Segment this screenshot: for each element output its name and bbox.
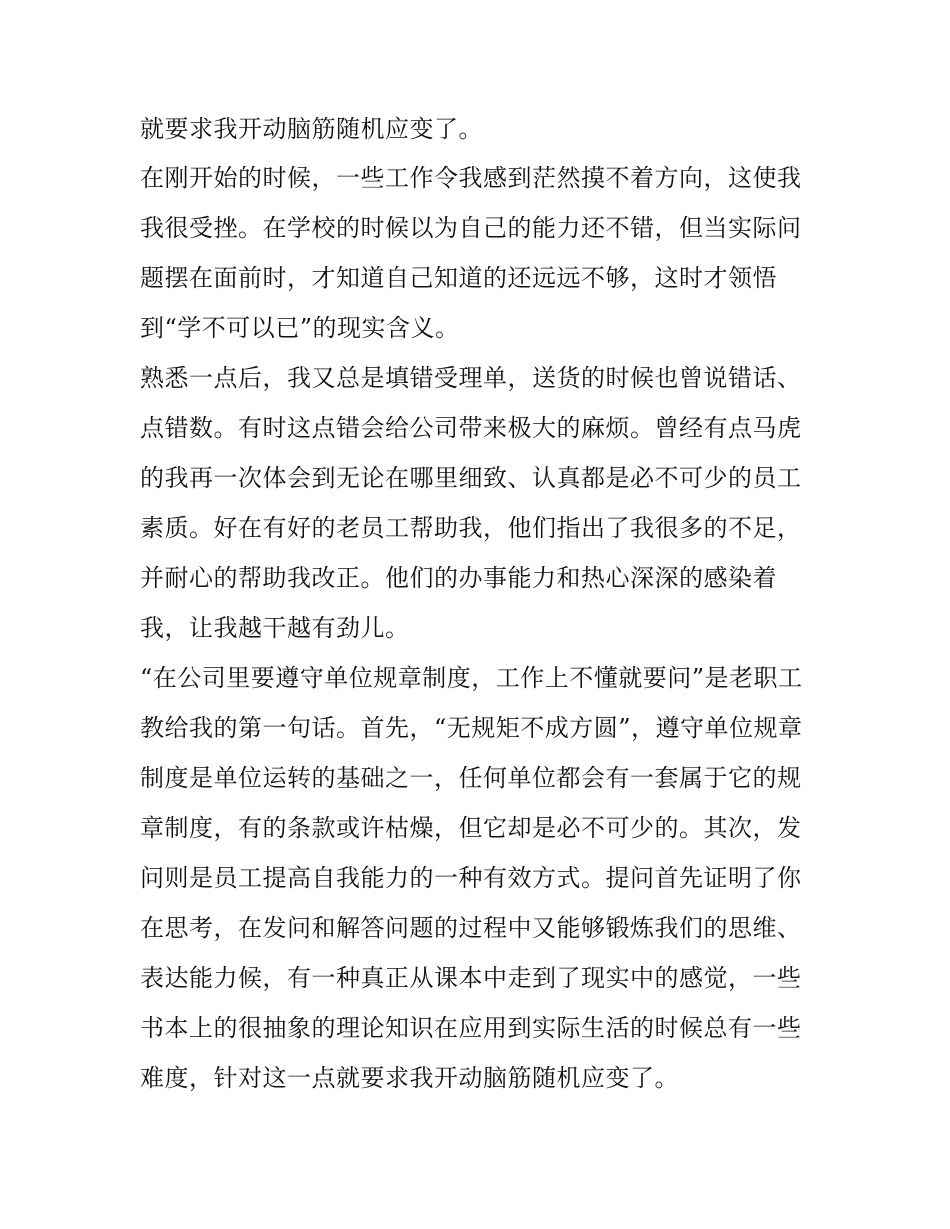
text-line: 教给我的第一句话。首先，“无规矩不成方圆”，遵守单位规章: [140, 714, 803, 742]
text-line: 表达能力候，有一种真正从课本中走到了现实中的感觉，一些: [140, 964, 802, 992]
text-line: “在公司里要遵守单位规章制度，工作上不懂就要问”是老职工: [140, 664, 803, 692]
text-line: 就要求我开动脑筋随机应变了。: [140, 115, 483, 143]
text-line: 我，让我越干越有劲儿。: [140, 614, 410, 642]
text-line: 章制度，有的条款或许枯燥，但它却是必不可少的。其次，发: [140, 814, 802, 842]
text-line: 点错数。有时这点错会给公司带来极大的麻烦。曾经有点马虎: [140, 414, 802, 442]
text-line: 题摆在面前时，才知道自己知道的还远远不够，这时才领悟: [140, 264, 777, 292]
text-line: 的我再一次体会到无论在哪里细致、认真都是必不可少的员工: [140, 464, 802, 492]
text-line: 问则是员工提高自我能力的一种有效方式。提问首先证明了你: [140, 864, 802, 892]
text-line: 难度，针对这一点就要求我开动脑筋随机应变了。: [140, 1064, 679, 1092]
text-line: 熟悉一点后，我又总是填错受理单，送货的时候也曾说错话、: [140, 364, 802, 392]
text-line: 到“学不可以已”的现实含义。: [140, 314, 460, 342]
text-line: 在刚开始的时候，一些工作令我感到茫然摸不着方向，这使我: [140, 164, 802, 192]
text-line: 书本上的很抽象的理论知识在应用到实际生活的时候总有一些: [140, 1014, 802, 1042]
text-line: 我很受挫。在学校的时候以为自己的能力还不错，但当实际问: [140, 214, 802, 242]
document-body: [140, 105, 830, 1103]
text-line: 制度是单位运转的基础之一，任何单位都会有一套属于它的规: [140, 764, 802, 792]
text-line: 在思考，在发问和解答问题的过程中又能够锻炼我们的思维、: [140, 914, 802, 942]
text-line: 并耐心的帮助我改正。他们的办事能力和热心深深的感染着: [140, 564, 777, 592]
text-line: 素质。好在有好的老员工帮助我，他们指出了我很多的不足，: [140, 514, 802, 542]
